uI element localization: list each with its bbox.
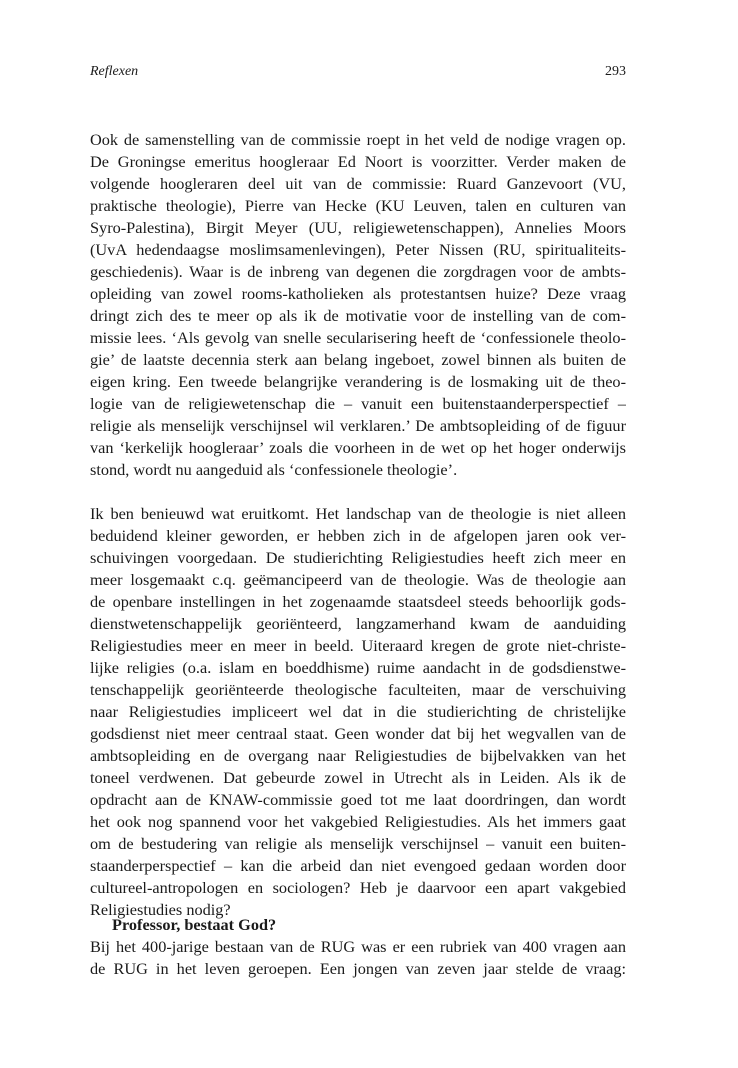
running-title: Reflexen: [90, 64, 139, 79]
section-heading: Professor, bestaat God?: [112, 915, 277, 934]
text-line: dringt zich des te meer op als ik de motivatie voor de instelling van de com-: [90, 306, 626, 325]
text-line: gie’ de laatste decennia sterk aan belang ingeboet, zowel binnen als buiten de: [90, 350, 626, 369]
text-line: lijke religies (o.a. islam en boeddhisme) ruime aandacht in de godsdienstwe-: [90, 658, 626, 677]
text-line: De Groningse emeritus hoogleraar Ed Noort is voorzitter. Verder maken de: [90, 152, 626, 171]
text-line: toneel verdwenen. Dat gebeurde zowel in Utrecht als in Leiden. Als ik de: [90, 768, 626, 787]
text-line: ambtsopleiding en de overgang naar Religiestudies de bijbelvakken van het: [90, 746, 626, 765]
text-line: Religiestudies nodig?: [90, 900, 231, 919]
text-line: dienstwetenschappelijk georiënteerd, langzamerhand kwam de aanduiding: [90, 614, 626, 633]
text-line: praktische theologie), Pierre van Hecke (KU Leuven, talen en culturen van: [90, 196, 626, 215]
page-number: 293: [605, 64, 626, 79]
text-line: tenschappelijk georiënteerde theologische faculteiten, maar de verschuiving: [90, 680, 626, 699]
text-line: opdracht aan de KNAW-commissie goed tot me laat doordringen, dan wordt: [90, 790, 626, 809]
text-line: geschiedenis). Waar is de inbreng van degenen die zorgdragen voor de ambts-: [90, 262, 626, 281]
text-line: de RUG in het leven geroepen. Een jongen van zeven jaar stelde de vraag:: [90, 959, 626, 978]
text-line: opleiding van zowel rooms-katholieken als protestantsen huize? Deze vraag: [90, 284, 626, 303]
text-line: stond, wordt nu aangeduid als ‘confessionele theologie’.: [90, 460, 458, 479]
text-line: om de bestudering van religie als menselijk verschijnsel – vanuit een buiten-: [90, 834, 626, 853]
text-line: meer losgemaakt c.q. geëmancipeerd van de theologie. Was de theologie aan: [90, 570, 626, 589]
running-head: [90, 64, 626, 84]
text-line: volgende hoogleraren deel uit van de commissie: Ruard Ganzevoort (VU,: [90, 174, 626, 193]
text-line: de openbare instellingen in het zogenaamde staatsdeel steeds behoorlijk gods-: [90, 592, 626, 611]
paragraph-2: [90, 503, 626, 921]
text-line: Religiestudies meer en meer in beeld. Uiteraard kregen de grote niet-christe-: [90, 636, 626, 655]
text-line: cultureel-antropologen en sociologen? Heb je daarvoor een apart vakgebied: [90, 878, 626, 897]
paragraph-1: [90, 129, 626, 481]
text-line: van ‘kerkelijk hoogleraar’ zoals die voorheen in de wet op het hoger onderwijs: [90, 438, 626, 457]
text-line: schuivingen voorgedaan. De studierichting Religiestudies heeft zich meer en: [90, 548, 626, 567]
text-line: naar Religiestudies impliceert wel dat in die studierichting de christelijke: [90, 702, 626, 721]
text-line: religie als menselijk verschijnsel wil verklaren.’ De ambtsopleiding of de figuur: [90, 416, 626, 435]
text-line: logie van de religiewetenschap die – vanuit een buitenstaanderperspectief –: [90, 394, 626, 413]
text-line: Bij het 400-jarige bestaan van de RUG was er een rubriek van 400 vragen aan: [90, 937, 626, 956]
text-line: eigen kring. Een tweede belangrijke verandering is de losmaking uit de theo-: [90, 372, 626, 391]
text-line: beduidend kleiner geworden, er hebben zich in de afgelopen jaren ook ver-: [90, 526, 626, 545]
text-line: Ik ben benieuwd wat eruitkomt. Het landschap van de theologie is niet alleen: [90, 504, 626, 523]
text-line: Ook de samenstelling van de commissie roept in het veld de nodige vragen op.: [90, 130, 626, 149]
text-line: missie lees. ‘Als gevolg van snelle secularisering heeft de ‘confessionele theolo-: [90, 328, 626, 347]
text-line: godsdienst niet meer centraal staat. Geen wonder dat bij het wegvallen van de: [90, 724, 626, 743]
section-professor-bestaat-god: [90, 914, 626, 980]
text-line: staanderperspectief – kan die arbeid dan niet evengoed gedaan worden door: [90, 856, 626, 875]
text-line: het ook nog spannend voor het vakgebied Religiestudies. Als het immers gaat: [90, 812, 626, 831]
text-line: (UvA hedendaagse moslimsamenlevingen), Peter Nissen (RU, spiritualiteits-: [90, 240, 626, 259]
text-line: Syro-Palestina), Birgit Meyer (UU, religiewetenschappen), Annelies Moors: [90, 218, 626, 237]
